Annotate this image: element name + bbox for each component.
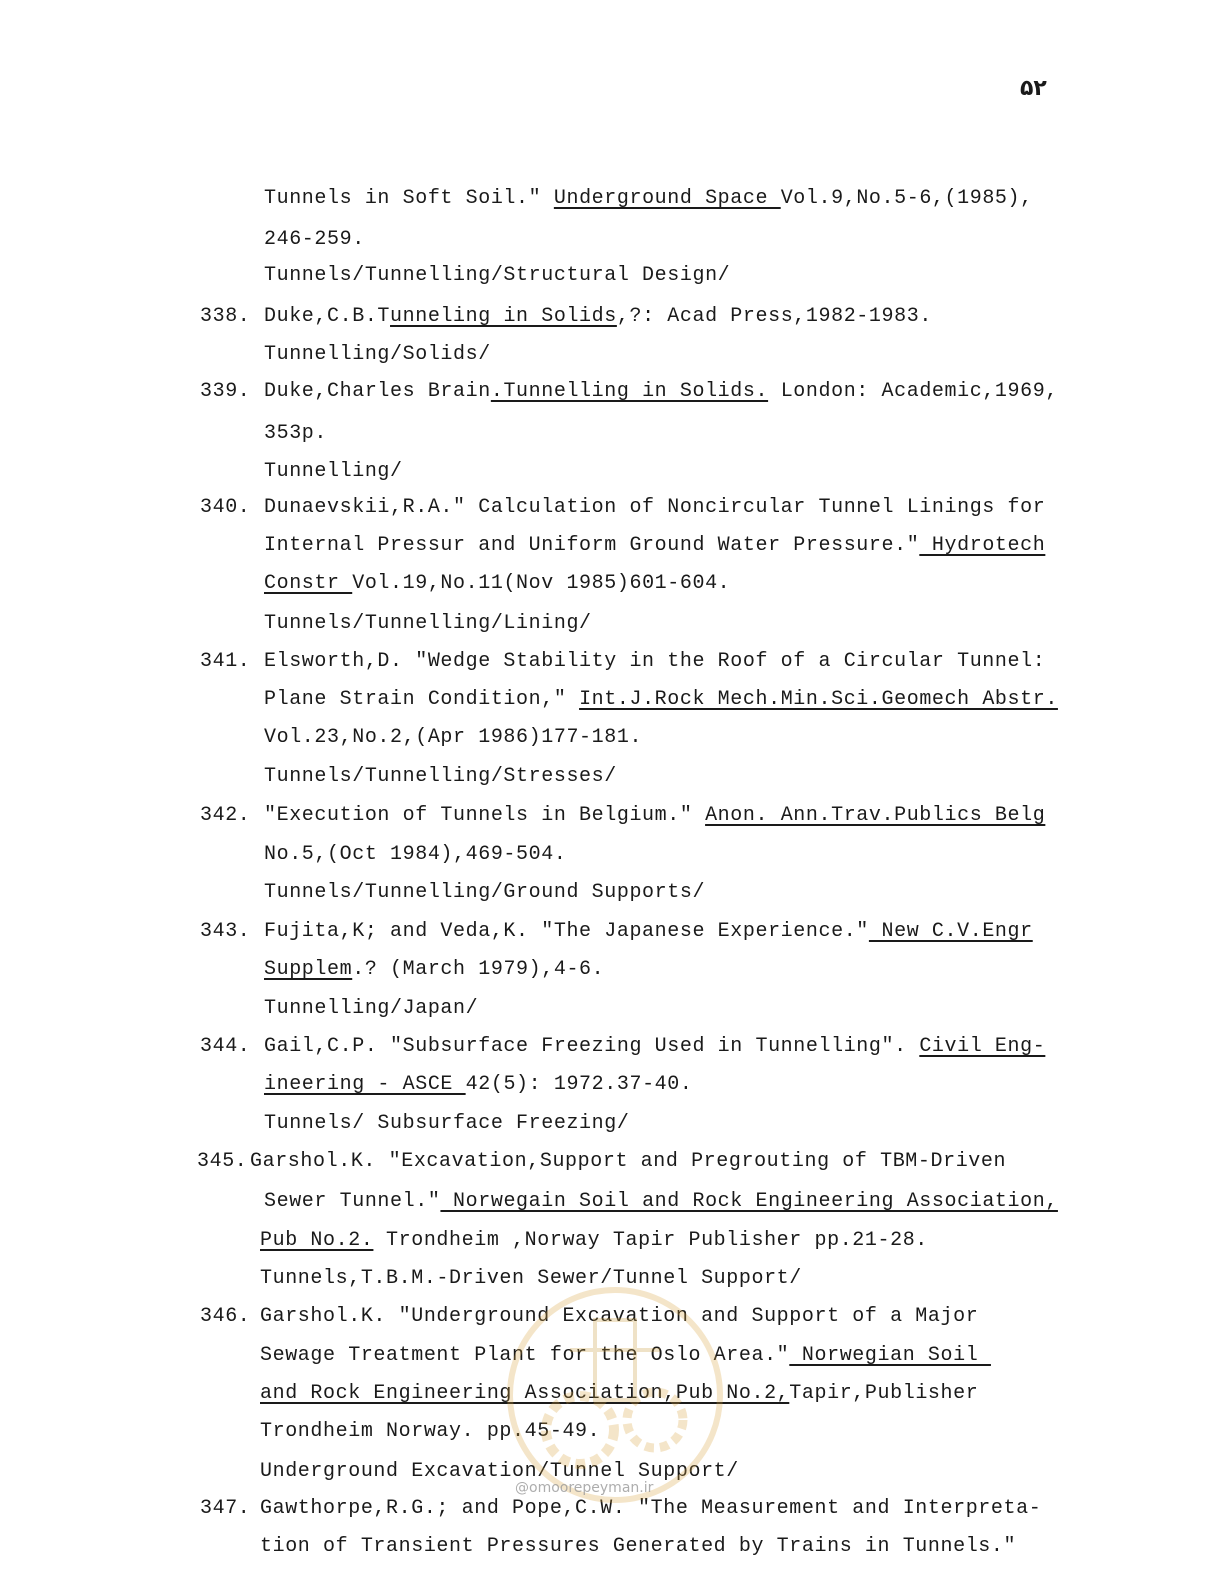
reference-text: Underground Excavation/Tunnel Support/ [260,1460,739,1483]
reference-continuation-line [264,343,491,367]
reference-text: 246-259. [264,228,365,251]
reference-text: Trondheim ,Norway Tapir Publisher pp.21-28. [373,1229,928,1252]
watermark-text: @omoorepeyman.ir [515,1480,654,1496]
source-title-underlined: Constr [264,572,353,595]
reference-text: Tunnels/Tunnelling/Structural Design/ [264,264,731,287]
reference-text: "Execution of Tunnels in Belgium." [264,804,706,827]
reference-entry-line [250,1150,1006,1174]
reference-text: tion of Transient Pressures Generated by Trains in Tunnels." [260,1535,1017,1558]
reference-text: Duke,Charles Brain [264,380,491,403]
reference-continuation-line [264,765,617,789]
reference-text: Vol.9,No.5-6,(1985), [780,187,1033,210]
reference-text: Tunnels/Tunnelling/Lining/ [264,612,592,635]
reference-text: Gail,C.P. "Subsurface Freezing Used in Tunnelling". [264,1035,920,1058]
reference-text: 353p. [264,422,328,445]
page-number: ۵۲ [1020,76,1047,101]
reference-text: Tunnelling/Japan/ [264,997,479,1020]
source-title-underlined: and Rock Engineering Association,Pub No.2, [260,1382,790,1405]
reference-text: Fujita,K; and Veda,K. "The Japanese Experience." [264,920,869,943]
reference-text: Trondheim Norway. pp.45-49. [260,1420,601,1443]
reference-continuation-line [264,688,1058,712]
reference-text: Dunaevskii,R.A." Calculation of Noncircular Tunnel Linings for [264,496,1046,519]
entry-number: 344. [200,1035,251,1058]
reference-continuation-line [264,1112,629,1136]
reference-text: .? (March 1979),4-6. [352,958,605,981]
source-title-underlined: Civil Eng- [919,1035,1046,1058]
reference-text: Elsworth,D. "Wedge Stability in the Roof of a Circular Tunnel: [264,650,1046,673]
reference-text: Tunnels/ Subsurface Freezing/ [264,1112,630,1135]
source-title-underlined: Pub No.2. [260,1229,374,1252]
reference-continuation-line [264,1073,692,1097]
reference-text: Sewer Tunnel." [264,1190,441,1213]
entry-number: 346. [200,1305,251,1328]
reference-text: Sewage Treatment Plant for the Oslo Area." [260,1344,790,1367]
reference-entry-line [264,920,1033,944]
reference-text: Duke,C.B.T [264,305,391,328]
reference-continuation-line [264,726,642,750]
reference-entry-line [264,380,1058,404]
reference-entry-line [264,650,1045,674]
reference-entry-line [264,496,1045,520]
reference-text: Tunnels/Tunnelling/Stresses/ [264,765,617,788]
source-title-underlined: .Tunnelling in Solids. [490,380,769,403]
entry-number: 339. [200,380,251,403]
entry-number: 343. [200,920,251,943]
source-title-underlined: Anon. Ann.Trav.Publics Belg [705,804,1046,827]
source-title-underlined: Underground Space [553,187,781,210]
reference-text: London: Academic,1969, [768,380,1058,403]
reference-text: Vol.23,No.2,(Apr 1986)177-181. [264,726,643,749]
reference-continuation-line [260,1535,1016,1559]
entry-number: 345. [197,1150,248,1173]
reference-text: Vol.19,No.11(Nov 1985)601-604. [352,572,731,595]
reference-text: Tunnels,T.B.M.-Driven Sewer/Tunnel Support/ [260,1267,802,1290]
entry-number: 340. [200,496,251,519]
reference-continuation-line [264,997,478,1021]
reference-continuation-line [264,264,730,288]
source-title-underlined: unneling in Solids [390,305,617,328]
reference-continuation-line [264,881,705,905]
reference-continuation-line [264,228,365,252]
source-title-underlined: Hydrotech [919,534,1046,557]
entry-number: 342. [200,804,251,827]
reference-continuation-line [264,460,403,484]
source-title-underlined: ineering - ASCE [264,1073,466,1096]
entry-number: 341. [200,650,251,673]
entry-number: 338. [200,305,251,328]
reference-text: Tapir,Publisher [789,1382,979,1405]
reference-text: Internal Pressur and Uniform Ground Water Pressure." [264,534,920,557]
source-title-underlined: Norwegian Soil [789,1344,991,1367]
reference-text: No.5,(Oct 1984),469-504. [264,843,567,866]
source-title-underlined: Supplem [264,958,353,981]
reference-continuation-line [264,534,1045,558]
entry-number: 347. [200,1497,251,1520]
reference-continuation-line [264,572,730,596]
reference-text: Gawthorpe,R.G.; and Pope,C.W. "The Measurement and Interpreta- [260,1497,1042,1520]
reference-text: Tunnelling/Solids/ [264,343,491,366]
source-title-underlined: New C.V.Engr [868,920,1033,943]
reference-continuation-line [264,843,566,867]
source-title-underlined: Int.J.Rock Mech.Min.Sci.Geomech Abstr. [579,688,1058,711]
watermark-logo-icon [500,1280,730,1510]
reference-text: Tunnels in Soft Soil." [264,187,554,210]
reference-text: 42(5): 1972.37-40. [465,1073,693,1096]
reference-continuation-line [264,612,592,636]
reference-entry-line [264,804,1045,828]
reference-entry-line [264,305,932,329]
reference-text: Tunnels/Tunnelling/Ground Supports/ [264,881,706,904]
reference-entry-line [264,1035,1045,1059]
reference-text: Tunnelling/ [264,460,403,483]
reference-text: ,?: Acad Press,1982-1983. [616,305,932,328]
reference-continuation-line [264,422,327,446]
reference-continuation-line [260,1229,928,1253]
reference-text: Plane Strain Condition," [264,688,580,711]
reference-continuation-line [264,958,604,982]
reference-text: Garshol.K. "Excavation,Support and Pregrouting of TBM-Driven [250,1150,1007,1173]
reference-continuation-line [264,187,1033,211]
reference-continuation-line [264,1190,1058,1214]
source-title-underlined: Norwegain Soil and Rock Engineering Association, [440,1190,1058,1213]
reference-text: Garshol.K. "Underground Excavation and Support of a Major [260,1305,979,1328]
